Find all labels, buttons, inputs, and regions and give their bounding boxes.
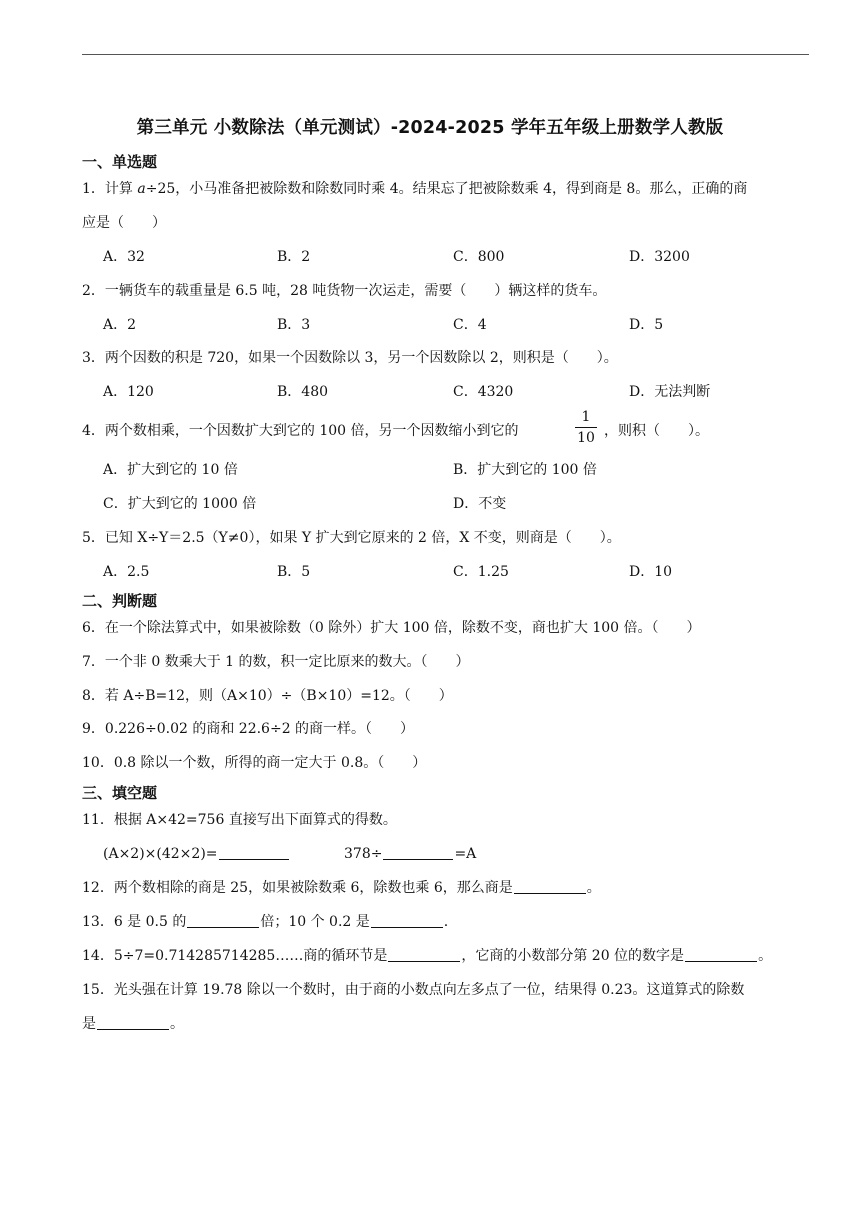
answer-blank[interactable] xyxy=(219,845,289,860)
question-1-line-1: 1．计算 a÷25，小马准备把被除数和除数同时乘 4。结果忘了把被除数乘 4，得到商是 8。那么，正确的商 xyxy=(82,181,748,197)
question-10: 10．0.8 除以一个数，所得的商一定大于 0.8。（ ） xyxy=(82,755,427,771)
question-7: 7．一个非 0 数乘大于 1 的数，积一定比原来的数大。（ ） xyxy=(82,654,470,670)
q11-expression-2: 378÷ =A xyxy=(344,846,477,862)
section-heading-true-false: 二、判断题 xyxy=(82,592,158,610)
question-6: 6．在一个除法算式中，如果被除数（0 除外）扩大 100 倍，除数不变，商也扩大 100 倍。（ ） xyxy=(82,620,701,636)
q3-option-a: A．120 xyxy=(103,384,154,400)
question-15-line-2: 是 。 xyxy=(82,1016,184,1032)
q2-option-a: A．2 xyxy=(103,317,137,333)
page-title: 第三单元 小数除法（单元测试）-2024-2025 学年五年级上册数学人教版 xyxy=(136,118,724,138)
fraction-one-tenth xyxy=(575,408,597,447)
q4-option-b: B．扩大到它的 100 倍 xyxy=(453,462,597,478)
q1-option-a: A．32 xyxy=(103,249,145,265)
q3-option-c: C．4320 xyxy=(453,384,514,400)
q11-expression-1: (A×2)×(42×2)= xyxy=(103,844,290,864)
answer-blank[interactable] xyxy=(685,947,757,962)
header-rule xyxy=(82,54,809,55)
question-14: 14．5÷7=0.714285714285……商的循环节是 ，它商的小数部分第 20 位的数字是 。 xyxy=(82,948,773,964)
q5-option-c: C．1.25 xyxy=(453,564,509,580)
q2-option-c: C．4 xyxy=(453,317,487,333)
question-12: 12．两个数相除的商是 25，如果被除数乘 6，除数也乘 6，那么商是 。 xyxy=(82,880,601,896)
question-4-text-end: ，则积（ ）。 xyxy=(604,423,709,439)
q4-option-c: C．扩大到它的 1000 倍 xyxy=(103,496,257,512)
answer-blank[interactable] xyxy=(187,913,259,928)
question-9: 9．0.226÷0.02 的商和 22.6÷2 的商一样。（ ） xyxy=(82,721,415,737)
q3-option-b: B．480 xyxy=(277,384,329,400)
q5-option-a: A．2.5 xyxy=(103,564,150,580)
q5-option-d: D．10 xyxy=(629,564,673,580)
question-8: 8．若 A÷B=12，则（A×10）÷（B×10）=12。（ ） xyxy=(82,688,453,704)
q3-option-d: D．无法判断 xyxy=(629,384,711,400)
section-heading-single-choice: 一、单选题 xyxy=(82,153,158,171)
question-3: 3．两个因数的积是 720，如果一个因数除以 3，另一个因数除以 2，则积是（ ）。 xyxy=(82,350,618,366)
answer-blank[interactable] xyxy=(97,1015,169,1030)
question-2: 2．一辆货车的载重量是 6.5 吨，28 吨货物一次运走，需要（ ）辆这样的货车。 xyxy=(82,283,607,299)
question-11: 11．根据 A×42=756 直接写出下面算式的得数。 xyxy=(82,812,397,828)
q5-option-b: B．5 xyxy=(277,564,311,580)
fraction-denominator: 10 xyxy=(577,430,595,446)
q2-option-d: D．5 xyxy=(629,317,664,333)
q1-option-d: D．3200 xyxy=(629,249,690,265)
answer-blank[interactable] xyxy=(514,879,586,894)
question-5: 5．已知 X÷Y＝2.5（Y≠0），如果 Y 扩大到它原来的 2 倍，X 不变，则商是（ ）。 xyxy=(82,530,621,546)
q4-option-d: D．不变 xyxy=(453,496,507,512)
question-1-line-2: 应是（ ） xyxy=(82,215,166,231)
question-13: 13．6 是 0.5 的 倍；10 个 0.2 是 . xyxy=(82,914,449,930)
answer-blank[interactable] xyxy=(383,845,453,860)
question-4-text: 4．两个数相乘，一个因数扩大到它的 100 倍，另一个因数缩小到它的 xyxy=(82,423,519,439)
q1-option-b: B．2 xyxy=(277,249,311,265)
section-heading-fill-in: 三、填空题 xyxy=(82,784,158,802)
fraction-numerator: 1 xyxy=(575,408,597,428)
q4-option-a: A．扩大到它的 10 倍 xyxy=(103,462,238,478)
question-15-line-1: 15．光头强在计算 19.78 除以一个数时，由于商的小数点向左多点了一位，结果得 0.23。这道算式的除数 xyxy=(82,982,745,998)
q2-option-b: B．3 xyxy=(277,317,311,333)
q1-option-c: C．800 xyxy=(453,249,505,265)
answer-blank[interactable] xyxy=(388,947,460,962)
answer-blank[interactable] xyxy=(371,913,443,928)
